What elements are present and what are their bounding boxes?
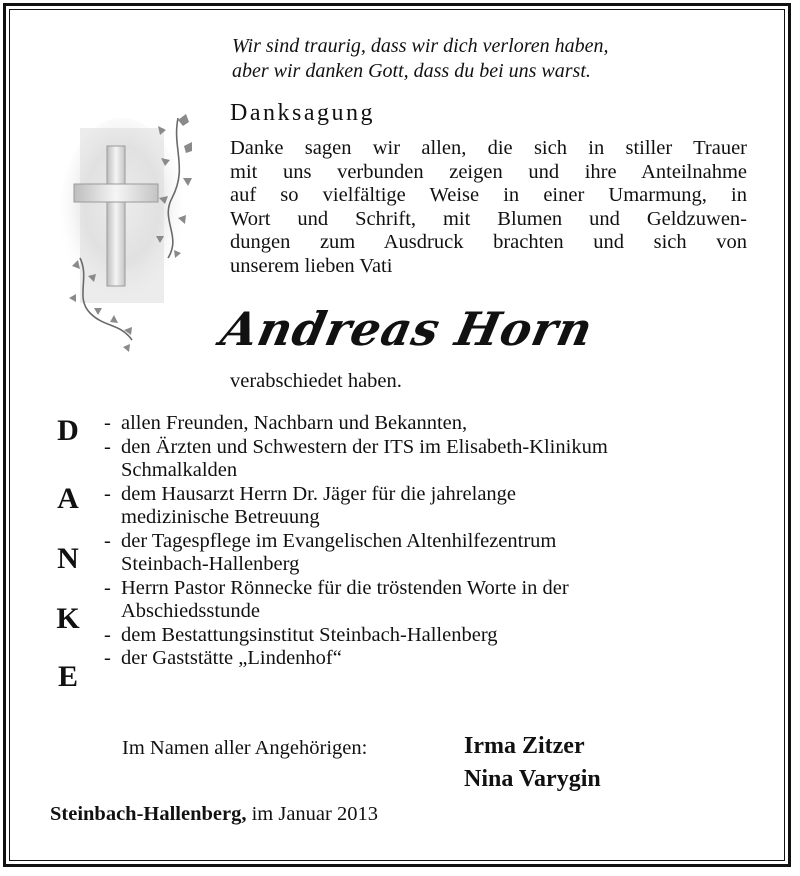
- paragraph-line: Wort und Schrift, mit Blumen und Geldzuwen-: [230, 207, 747, 230]
- list-item: [104, 647, 764, 671]
- place-name: Steinbach-Hallenberg,: [50, 803, 247, 825]
- list-dash: -: [104, 623, 111, 646]
- list-dash: -: [104, 529, 111, 552]
- signoff-label: Im Namen aller Angehörigen:: [122, 737, 368, 759]
- list-item: [104, 577, 764, 624]
- danke-letter: K: [56, 602, 80, 635]
- opening-quote: [232, 34, 752, 84]
- danke-letter: A: [57, 482, 79, 515]
- title-danksagung: Danksagung: [230, 100, 375, 126]
- place-date-line: [50, 803, 378, 826]
- list-item-text: der Tagespflege im Evangelischen Altenhilfezentrum Steinbach-Hallenberg: [121, 529, 557, 575]
- list-dash: -: [104, 435, 111, 458]
- danke-letter: D: [57, 414, 79, 447]
- list-item: [104, 412, 764, 436]
- list-dash: -: [104, 482, 111, 505]
- paragraph-line: Danke sagen wir allen, die sich in stiller Trauer: [230, 137, 747, 159]
- list-item-text: dem Hausarzt Herrn Dr. Jäger für die jahrelange medizinische Betreuung: [121, 482, 517, 528]
- signatory-name-1: Irma Zitzer: [464, 733, 585, 759]
- danke-letter: E: [57, 660, 78, 693]
- list-item-text: allen Freunden, Nachbarn und Bekannten,: [121, 412, 468, 434]
- list-dash: -: [104, 647, 111, 669]
- list-item: [104, 436, 764, 483]
- list-dash: -: [104, 576, 111, 599]
- list-item-text: den Ärzten und Schwestern der ITS im Elisabeth-Klinikum Schmalkalden: [121, 435, 608, 481]
- paragraph-line: auf so vielfältige Weise in einer Umarmung, in: [230, 184, 747, 206]
- list-dash: -: [104, 412, 111, 434]
- paragraph-line: dungen zum Ausdruck brachten und sich von: [230, 231, 747, 253]
- list-item-text: Herrn Pastor Rönnecke für die tröstenden Worte in der Abschiedsstunde: [121, 576, 569, 622]
- list-item-text: der Gaststätte „Lindenhof“: [121, 647, 342, 669]
- paragraph-line: mit uns verbunden zeigen und ihre Anteilnahme: [230, 160, 747, 183]
- thanks-paragraph: [230, 137, 747, 278]
- paragraph-line: unserem lieben Vati: [230, 254, 393, 277]
- farewell-text: verabschiedet haben.: [230, 370, 402, 392]
- deceased-name: Andreas Horn: [216, 302, 599, 356]
- list-item-text: dem Bestattungsinstitut Steinbach-Hallenberg: [121, 623, 498, 646]
- list-item: [104, 530, 764, 577]
- danke-letter: N: [57, 542, 79, 575]
- list-item: [104, 624, 764, 648]
- quote-line-2: aber wir danken Gott, dass du bei uns warst.: [232, 60, 591, 82]
- date-text: im Januar 2013: [246, 803, 378, 825]
- list-item: [104, 483, 764, 530]
- cross-with-ivy-icon: [60, 108, 210, 358]
- quote-line-1: Wir sind traurig, dass wir dich verloren haben,: [232, 35, 609, 57]
- thanks-list: [104, 412, 764, 671]
- signatory-name-2: Nina Varygin: [464, 766, 601, 792]
